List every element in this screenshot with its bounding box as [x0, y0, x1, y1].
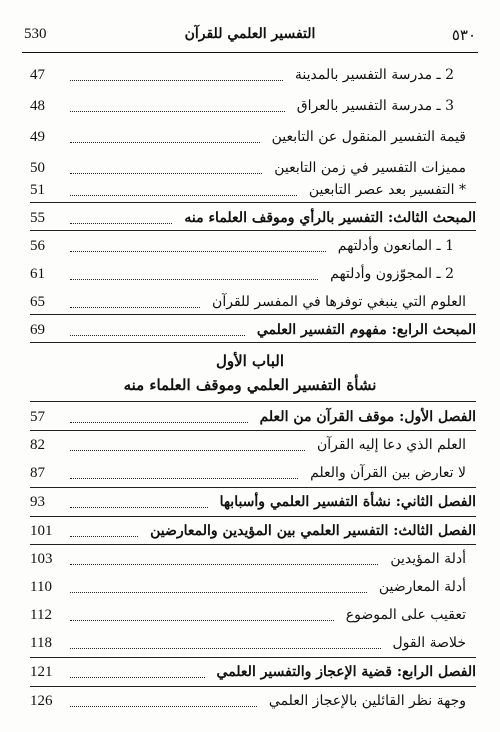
toc-entry: [30, 546, 476, 572]
divider: [30, 657, 476, 658]
entry-title: * التفسير بعد عصر التابعين: [308, 182, 466, 198]
dot-leader: [70, 223, 172, 224]
entry-title: الفصل الرابع: قضية الإعجاز والتفسير العلمي: [216, 664, 476, 680]
entry-page: 82: [30, 436, 45, 453]
entry-page: 69: [30, 321, 45, 338]
dot-leader: [70, 564, 378, 565]
toc-entry: [30, 688, 476, 714]
entry-page: 56: [30, 237, 45, 254]
part-subtitle: نشأة التفسير العلمي وموقف العلماء منه: [123, 376, 377, 394]
dot-leader: [70, 279, 318, 280]
toc-entry: [30, 432, 476, 458]
dot-leader: [70, 142, 260, 143]
dot-leader: [70, 335, 245, 336]
entry-title: وجهة نظر القائلين بالإعجاز العلمي: [268, 693, 466, 709]
entry-title: لا تعارض بين القرآن والعلم: [310, 465, 466, 481]
entry-title: مميزات التفسير في زمن التابعين: [274, 160, 466, 176]
toc-entry: [30, 93, 476, 119]
dot-leader: [70, 677, 205, 678]
divider: [30, 544, 476, 545]
entry-page: 65: [30, 293, 45, 310]
dot-leader: [70, 307, 200, 308]
dot-leader: [70, 620, 334, 621]
toc-entry: [30, 630, 476, 656]
toc-entry: [30, 289, 476, 315]
entry-page: 110: [30, 578, 52, 595]
divider: [30, 342, 476, 343]
page-number-arabic: ٥٣٠: [451, 26, 476, 44]
toc-entry-section: [30, 205, 476, 231]
dot-leader: [70, 422, 248, 423]
divider: [30, 202, 476, 203]
dot-leader: [70, 507, 208, 508]
divider: [30, 686, 476, 687]
divider: [30, 314, 476, 315]
dot-leader: [70, 536, 138, 537]
dot-leader: [70, 195, 297, 196]
toc-entry: [30, 460, 476, 486]
toc-entry-section: [30, 317, 476, 343]
entry-page: 47: [30, 66, 45, 83]
entry-page: 51: [30, 181, 45, 198]
toc-entry: [30, 124, 476, 150]
toc-entry-chapter: [30, 659, 476, 685]
page-header: [22, 18, 478, 53]
entry-page: 48: [30, 97, 45, 114]
dot-leader: [70, 111, 285, 112]
entry-title: 1 ـ المانعون وأدلتهم: [337, 238, 454, 254]
dot-leader: [70, 80, 283, 81]
entry-page: 55: [30, 209, 45, 226]
entry-page: 126: [30, 692, 53, 709]
entry-title: 2 ـ مدرسة التفسير بالمدينة: [294, 67, 454, 83]
entry-page: 112: [30, 606, 52, 623]
entry-title: الفصل الثالث: التفسير العلمي بين المؤيدين والمعارضين: [150, 523, 476, 539]
toc-entry: [30, 574, 476, 600]
entry-title: خلاصة القول: [392, 635, 466, 651]
toc-entry: [30, 602, 476, 628]
entry-title: 2 ـ المجوّزون وأدلتهم: [330, 266, 454, 282]
toc-entry: [30, 177, 476, 203]
entry-page: 87: [30, 464, 45, 481]
toc-entry-chapter: [30, 404, 476, 430]
entry-title: العلم الذي دعا إليه القرآن: [317, 437, 466, 453]
divider: [30, 516, 476, 517]
entry-title: الفصل الثاني: نشأة التفسير العلمي وأسبابها: [219, 494, 476, 510]
dot-leader: [70, 592, 367, 593]
divider: [30, 430, 476, 431]
dot-leader: [70, 450, 305, 451]
entry-title: تعقيب على الموضوع: [345, 607, 466, 623]
dot-leader: [70, 251, 326, 252]
entry-page: 93: [30, 493, 45, 510]
entry-page: 61: [30, 265, 45, 282]
entry-title: أدلة المؤيدين: [390, 551, 466, 567]
dot-leader: [70, 478, 298, 479]
entry-page: 121: [30, 663, 53, 680]
running-title: التفسير العلمي للقرآن: [184, 26, 316, 42]
dot-leader: [70, 706, 257, 707]
toc-entry-chapter: [30, 489, 476, 515]
entry-title: 3 ـ مدرسة التفسير بالعراق: [296, 98, 454, 114]
dot-leader: [70, 173, 262, 174]
toc-entry: [30, 233, 476, 259]
entry-title: أدلة المعارضين: [378, 579, 466, 595]
entry-title: المبحث الرابع: مفهوم التفسير العلمي: [256, 322, 476, 338]
entry-page: 50: [30, 159, 45, 176]
entry-page: 118: [30, 634, 52, 651]
entry-title: الفصل الأول: موقف القرآن من العلم: [259, 409, 476, 425]
entry-title: قيمة التفسير المنقول عن التابعين: [271, 129, 466, 145]
entry-page: 101: [30, 522, 53, 539]
divider: [30, 487, 476, 488]
toc-entry: [30, 261, 476, 287]
entry-page: 103: [30, 550, 53, 567]
entry-title: العلوم التي ينبغي توفرها في المفسر للقرآن: [212, 294, 466, 310]
toc-entry: [30, 62, 476, 88]
toc-entry-chapter: [30, 518, 476, 544]
entry-title: المبحث الثالث: التفسير بالرأي وموقف العلماء منه: [184, 210, 476, 226]
divider: [30, 230, 476, 231]
divider: [30, 401, 476, 402]
page-number-latin: 530: [24, 26, 47, 42]
entry-page: 49: [30, 128, 45, 145]
part-title: الباب الأول: [215, 352, 285, 370]
dot-leader: [70, 648, 381, 649]
entry-page: 57: [30, 408, 45, 425]
